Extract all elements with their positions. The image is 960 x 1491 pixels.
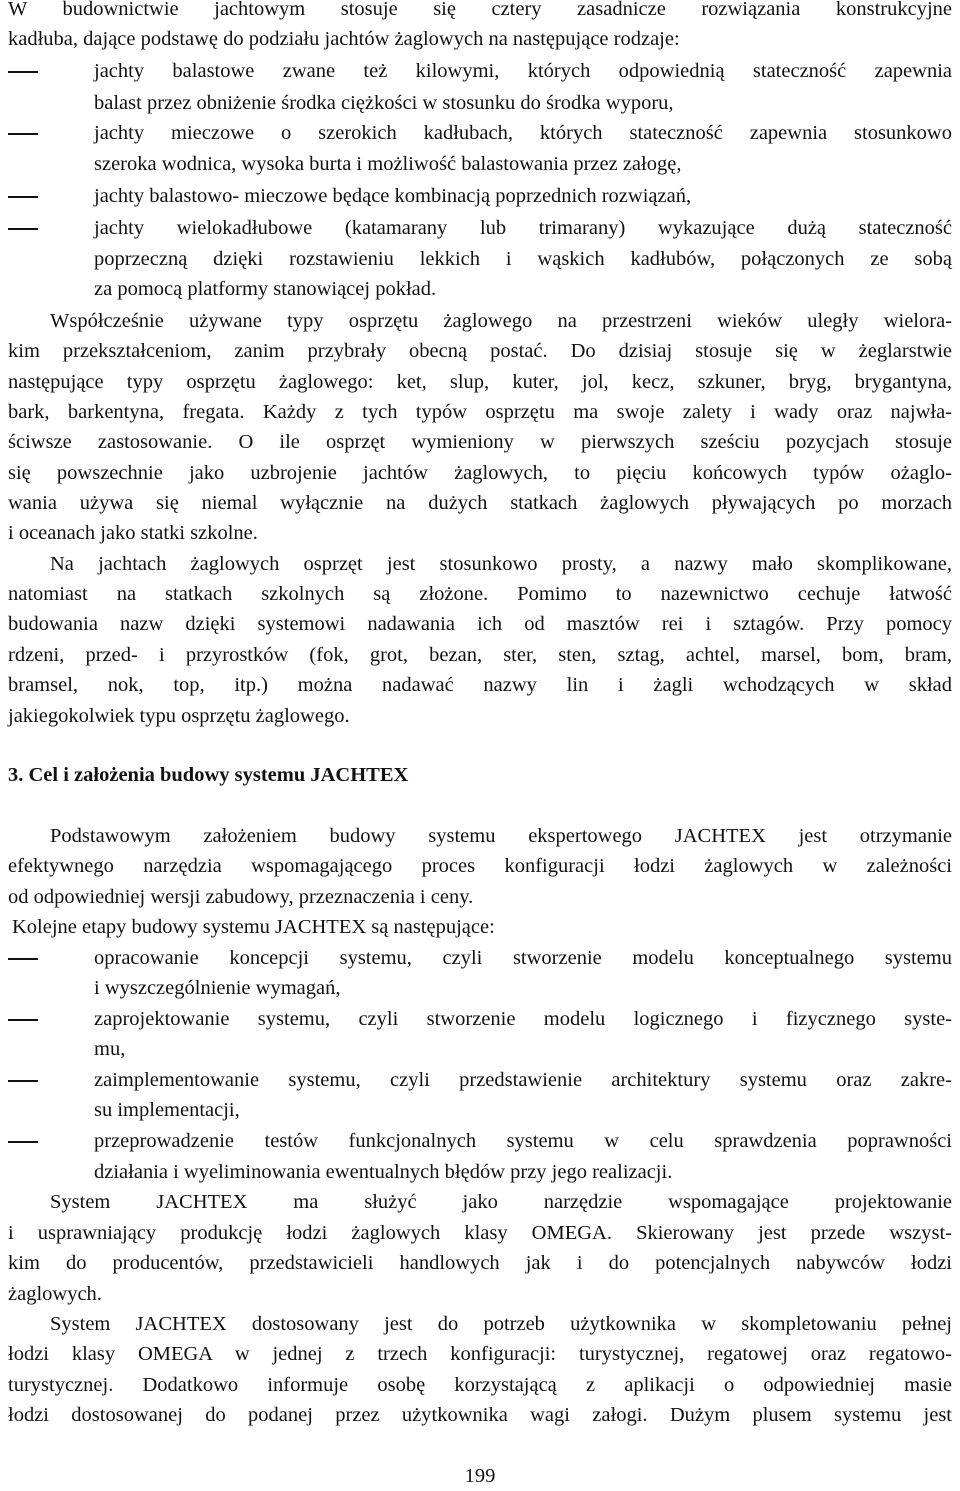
text-line: Kolejne etapy budowy systemu JACHTEX są następujące: (12, 916, 495, 938)
text-line: System JACHTEX dostosowany jest do potrzeb użytkownika w skompletowaniu pełnej (50, 1313, 952, 1335)
list-item-line: za pomocą platformy stanowiącej pokład. (94, 278, 437, 300)
dash-bullet (8, 71, 38, 73)
text-line: W budownictwie jachtowym stosuje się cztery zasadnicze rozwiązania konstrukcyjne (8, 0, 952, 20)
text-line: natomiast na statkach szkolnych są złożone. Pomimo to nazewnictwo cechuje łatwość (8, 583, 952, 605)
list-item-line: jachty balastowe zwane też kilowymi, których odpowiednią stateczność zapewnia (94, 60, 952, 82)
list-item-line: szeroka wodnica, wysoka burta i możliwość balastowania przez załogę, (94, 153, 682, 175)
text-line: następujące typy osprzętu żaglowego: ket, slup, kuter, jol, kecz, szkuner, bryg, brygantyna, (8, 371, 952, 393)
text-line: jakiegokolwiek typu osprzętu żaglowego. (8, 705, 350, 727)
list-item-line: balast przez obniżenie środka ciężkości w stosunku do środka wyporu, (94, 92, 674, 114)
text-line: kim przekształceniom, zanim przybrały obecną postać. Do dzisiaj stosuje się w żeglarstwie (8, 340, 952, 362)
list-item-line: jachty mieczowe o szerokich kadłubach, których stateczność zapewnia stosunkowo (94, 122, 952, 144)
text-line: System JACHTEX ma służyć jako narzędzie wspomagające projektowanie (50, 1191, 952, 1213)
text-line: żaglowych. (8, 1283, 102, 1305)
list-item-line: przeprowadzenie testów funkcjonalnych systemu w celu sprawdzenia poprawności (94, 1130, 952, 1152)
list-item-line: opracowanie koncepcji systemu, czyli stworzenie modelu konceptualnego systemu (94, 947, 952, 969)
page-number: 199 (464, 1465, 496, 1487)
text-line: bramsel, nok, top, itp.) można nadawać nazwy lin i żagli wchodzących w skład (8, 674, 952, 696)
list-item-line: zaimplementowanie systemu, czyli przedstawienie architektury systemu oraz zakre- (94, 1069, 952, 1091)
text-line: łodzi klasy OMEGA w jednej z trzech konfiguracji: turystycznej, regatowej oraz regatowo- (8, 1343, 952, 1365)
text-line: ściwsze zastosowanie. O ile osprzęt wymieniony w pierwszych sześciu pozycjach stosuje (8, 431, 952, 453)
dash-bullet (8, 228, 38, 230)
text-line: turystycznej. Dodatkowo informuje osobę korzystającą z aplikacji o odpowiedniej masie (8, 1374, 952, 1396)
text-line: się powszechnie jako uzbrojenie jachtów żaglowych, to pięciu końcowych typów ożaglo- (8, 462, 952, 484)
text-line: efektywnego narzędzia wspomagającego proces konfiguracji łodzi żaglowych w zależności (8, 855, 952, 877)
text-line: Na jachtach żaglowych osprzęt jest stosunkowo prosty, a nazwy mało skomplikowane, (50, 553, 952, 575)
text-line: Współcześnie używane typy osprzętu żaglowego na przestrzeni wieków uległy wielora- (50, 310, 952, 332)
list-item-line: su implementacji, (94, 1099, 240, 1121)
text-line: kim do producentów, przedstawicieli handlowych jak i do potencjalnych nabywców łodzi (8, 1252, 952, 1274)
dash-bullet (8, 1019, 38, 1021)
list-item-line: zaprojektowanie systemu, czyli stworzenie modelu logicznego i fizycznego syste- (94, 1008, 952, 1030)
list-item-line: poprzeczną dzięki rozstawieniu lekkich i wąskich kadłubów, połączonych ze sobą (94, 248, 952, 270)
text-line: wania używa się niemal wyłącznie na dużych statkach żaglowych pływających po morzach (8, 492, 952, 514)
text-line: łodzi dostosowanej do podanej przez użytkownika wagi załogi. Dużym plusem systemu jest (8, 1404, 952, 1426)
list-item-line: jachty wielokadłubowe (katamarany lub trimarany) wykazujące dużą stateczność (94, 217, 952, 239)
dash-bullet (8, 1141, 38, 1143)
text-line: od odpowiedniej wersji zabudowy, przeznaczenia i ceny. (8, 886, 474, 908)
text-line: rdzeni, przed- i przyrostków (fok, grot, bezan, ster, sten, sztag, achtel, marsel, bom, bram, (8, 644, 952, 666)
list-item-line: mu, (94, 1038, 126, 1060)
dash-bullet (8, 958, 38, 960)
dash-bullet (8, 133, 38, 135)
text-line: bark, barkentyna, fregata. Każdy z tych typów osprzętu ma swoje zalety i wady oraz najwła- (8, 401, 952, 423)
text-line: i oceanach jako statki szkolne. (8, 522, 258, 544)
dash-bullet (8, 1080, 38, 1082)
section-heading: 3. Cel i założenia budowy systemu JACHTEX (8, 764, 409, 786)
dash-bullet (8, 196, 38, 198)
text-line: kadłuba, dające podstawę do podziału jachtów żaglowych na następujące rodzaje: (8, 28, 680, 50)
text-line: i usprawniający produkcję łodzi żaglowych klasy OMEGA. Skierowany jest przede wszyst- (8, 1222, 952, 1244)
list-item-line: i wyszczególnienie wymagań, (94, 977, 341, 999)
text-line: budowania nazw dzięki systemowi nadawania ich od masztów rei i sztagów. Przy pomocy (8, 613, 952, 635)
text-line: Podstawowym założeniem budowy systemu ekspertowego JACHTEX jest otrzymanie (50, 825, 952, 847)
list-item-line: działania i wyeliminowania ewentualnych błędów przy jego realizacji. (94, 1161, 673, 1183)
list-item-line: jachty balastowo- mieczowe będące kombinacją poprzednich rozwiązań, (94, 185, 692, 207)
